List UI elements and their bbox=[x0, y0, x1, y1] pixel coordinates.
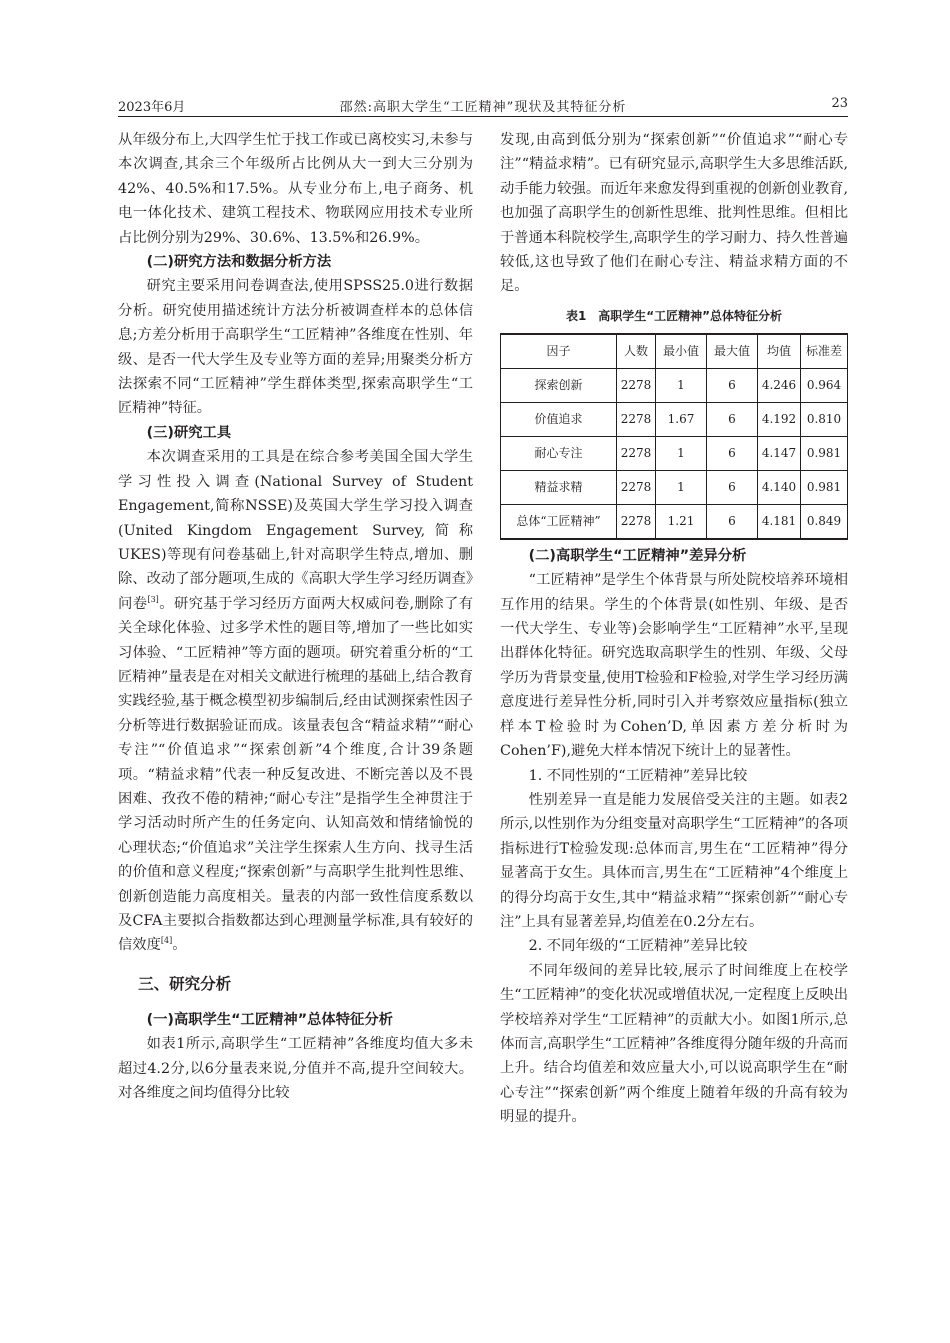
table-cell: 1 bbox=[656, 470, 707, 504]
table-cell: 6 bbox=[707, 368, 758, 402]
left-column bbox=[118, 128, 473, 1105]
paragraph: “工匠精神”是学生个体背景与所处院校培养环境相互作用的结果。学生的个体背景(如性别、年级、是否一代大学生、专业等)会影响学生“工匠精神”水平,呈现出群体化特征。研究选取高职学生的性别、年级、父母学历为背景变量,使用T检验和F检验,对学生学习经历满意度进行差异性分析,同时引入并考察效应量指标(独立样本T检验时为Cohen’D,单因素方差分析时为Cohen’F),避免大样本情况下统计上的显著性。 bbox=[500, 572, 848, 760]
paragraph: 如表1所示,高职学生“工匠精神”各维度均值大多未超过4.2分,以6分量表来说,分值并不高,提升空间较大。对各维度之间均值得分比较 bbox=[118, 1036, 473, 1102]
table-cell: 1.21 bbox=[656, 504, 707, 539]
table-cell: 2278 bbox=[617, 504, 656, 539]
table-cell: 4.140 bbox=[758, 470, 801, 504]
paragraph bbox=[118, 445, 473, 958]
table-cell: 2278 bbox=[617, 368, 656, 402]
table-cell: 4.147 bbox=[758, 436, 801, 470]
table-cell: 价值追求 bbox=[501, 402, 617, 436]
paragraph: 不同年级间的差异比较,展示了时间维度上在校学生“工匠精神”的变化状况或增值状况,一定程度上反映出学校培养对学生“工匠精神”的贡献大小。如图1所示,总体而言,高职学生“工匠精神”各维度得分随年级的升高而上升。结合均值差和效应量大小,可以说高职学生在“耐心专注”“探索创新”两个维度上随着年级的升高有较为明显的提升。 bbox=[500, 962, 848, 1126]
section-heading-tools: (三)研究工具 bbox=[146, 424, 232, 441]
stats-table bbox=[500, 333, 848, 540]
table-cell: 6 bbox=[707, 504, 758, 539]
table-header-cell: 标准差 bbox=[801, 334, 848, 369]
table-row bbox=[501, 368, 848, 402]
table-header-row bbox=[501, 334, 848, 369]
table-cell: 6 bbox=[707, 402, 758, 436]
paragraph: 研究主要采用问卷调查法,使用SPSS25.0进行数据分析。研究使用描述统计方法分析被调查样本的总体信息;方差分析用于高职学生“工匠精神”各维度在性别、年级、是否一代大学生及专业等方面的差异;用聚类分析方法探索不同“工匠精神”学生群体类型,探索高职学生“工匠精神”特征。 bbox=[118, 278, 473, 417]
table-cell: 6 bbox=[707, 470, 758, 504]
table-cell: 1.67 bbox=[656, 402, 707, 436]
citation-4[interactable]: [4] bbox=[160, 936, 173, 946]
table-cell: 4.192 bbox=[758, 402, 801, 436]
table-cell: 0.981 bbox=[801, 436, 848, 470]
section-heading-methods: (二)研究方法和数据分析方法 bbox=[146, 254, 332, 271]
header-date: 2023年6月 bbox=[118, 100, 186, 115]
text-run: 本次调查采用的工具是在综合参考美国全国大学生学习性投入调查(National Survey of Student Engagement,简称NSSE)及英国大学生学习投入调查(United Kingdom Engagement Survey,简称UKES)等现有问卷基础上,针对高职学生特点,增加、删除、改动了部分题项,生成的《高职大学生学习经历调查》问卷 bbox=[118, 449, 473, 612]
table-cell: 2278 bbox=[617, 470, 656, 504]
table-cell: 4.246 bbox=[758, 368, 801, 402]
table-cell: 耐心专注 bbox=[501, 436, 617, 470]
table-cell: 4.181 bbox=[758, 504, 801, 539]
table-cell: 6 bbox=[707, 436, 758, 470]
subsection-heading-diff: (二)高职学生“工匠精神”差异分析 bbox=[528, 547, 747, 564]
page-number: 23 bbox=[831, 96, 848, 111]
text-run: 。 bbox=[172, 937, 187, 954]
header-title: 邵然:高职大学生“工匠精神”现状及其特征分析 bbox=[339, 100, 627, 115]
table-cell: 0.849 bbox=[801, 504, 848, 539]
table-cell: 精益求精 bbox=[501, 470, 617, 504]
table-caption: 表1 高职学生“工匠精神”总体特征分析 bbox=[565, 308, 783, 323]
paragraph: 发现,由高到低分别为“探索创新”“价值追求”“耐心专注”“精益求精”。已有研究显示,高职学生大多思维活跃,动手能力较强。而近年来愈发得到重视的创新创业教育,也加强了高职学生的创新性思维、批判性思维。但相比于普通本科院校学生,高职学生的学习耐力、持久性普遍较低,这也导致了他们在耐心专注、精益求精方面的不足。 bbox=[500, 132, 848, 295]
citation-3[interactable]: [3] bbox=[147, 594, 159, 604]
table-cell: 2278 bbox=[617, 436, 656, 470]
table-header-cell: 人数 bbox=[617, 334, 656, 369]
table-header-cell: 因子 bbox=[501, 334, 617, 369]
section-heading-analysis: 三、研究分析 bbox=[138, 974, 232, 993]
table-row bbox=[501, 436, 848, 470]
table-cell: 0.964 bbox=[801, 368, 848, 402]
table-header-cell: 最大值 bbox=[707, 334, 758, 369]
subsection-heading-gender: 1. 不同性别的“工匠精神”差异比较 bbox=[528, 767, 748, 784]
table-row bbox=[501, 470, 848, 504]
table-cell: 2278 bbox=[617, 402, 656, 436]
running-header bbox=[118, 96, 848, 117]
table-header-cell: 均值 bbox=[758, 334, 801, 369]
paragraph: 从年级分布上,大四学生忙于找工作或已离校实习,未参与本次调查,其余三个年级所占比例从大一到大三分别为42%、40.5%和17.5%。从专业分布上,电子商务、机电一体化技术、建筑工程技术、物联网应用技术专业所占比例分别为29%、30.6%、13.5%和26.9%。 bbox=[118, 132, 473, 246]
table-row bbox=[501, 504, 848, 539]
table-row bbox=[501, 402, 848, 436]
paragraph: 性别差异一直是能力发展倍受关注的主题。如表2所示,以性别作为分组变量对高职学生“工匠精神”的各项指标进行T检验发现:总体而言,男生在“工匠精神”得分显著高于女生。具体而言,男生在“工匠精神”4个维度上的得分均高于女生,其中“精益求精”“探索创新”“耐心专注”上具有显著差异,均值差在0.2分左右。 bbox=[500, 791, 848, 930]
subsection-heading-overall: (一)高职学生“工匠精神”总体特征分析 bbox=[146, 1011, 393, 1028]
right-column bbox=[500, 128, 848, 1130]
table-header-cell: 最小值 bbox=[656, 334, 707, 369]
table-cell: 1 bbox=[656, 436, 707, 470]
table-cell: 总体“工匠精神” bbox=[501, 504, 617, 539]
table-cell: 探索创新 bbox=[501, 368, 617, 402]
text-run: 。研究基于学习经历方面两大权威问卷,删除了有关全球化体验、过多学术性的题目等,增加了一些比如实习体验、“工匠精神”等方面的题项。研究着重分析的“工匠精神”量表是在对相关文献进行梳理的基础上,结合教育实践经验,基于概念模型初步编制后,经由试测探索性因子分析等进行数据验证而成。该量表包含“精益求精”“耐心专注”“价值追求”“探索创新”4个维度,合计39条题项。“精益求精”代表一种反复改进、不断完善以及不畏困难、孜孜不倦的精神;“耐心专注”是指学生全神贯注于学习活动时所产生的任务定向、认知高效和情绪愉悦的心理状态;“价值追求”关注学生探索人生方向、找寻生活的价值和意义程度;“探索创新”与高职学生批判性思维、创新创造能力高度相关。量表的内部一致性信度系数以及CFA主要拟合指数都达到心理测量学标准,具有较好的信效度 bbox=[118, 595, 473, 954]
table-cell: 0.810 bbox=[801, 402, 848, 436]
table-cell: 0.981 bbox=[801, 470, 848, 504]
subsection-heading-grade: 2. 不同年级的“工匠精神”差异比较 bbox=[528, 938, 748, 955]
table-cell: 1 bbox=[656, 368, 707, 402]
